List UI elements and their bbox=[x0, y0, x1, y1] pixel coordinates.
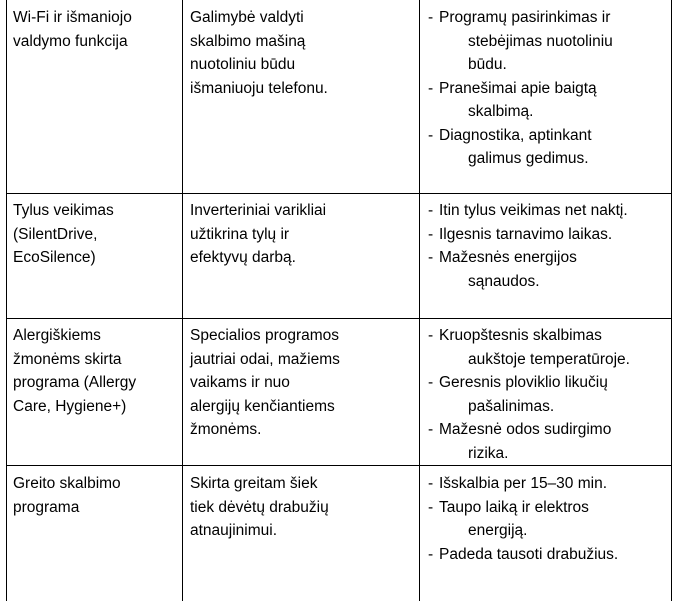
description-text: nuotoliniu būdu bbox=[190, 56, 296, 73]
description-text: alergijų kenčiantiems bbox=[190, 397, 335, 415]
bullet-dash: - bbox=[428, 421, 434, 438]
description-text: užtikrina tylų ir bbox=[190, 225, 290, 243]
description-cell bbox=[190, 6, 328, 100]
benefit-text: Mažesnės energijos bbox=[439, 249, 577, 266]
benefit-text: Išskalbia per 15–30 min. bbox=[439, 475, 608, 492]
description-text: atnaujinimui. bbox=[190, 522, 278, 539]
column-divider-2 bbox=[419, 0, 420, 601]
row-divider-3 bbox=[6, 465, 672, 466]
benefit-text: energiją. bbox=[468, 522, 528, 539]
feature-cell bbox=[13, 6, 132, 53]
bullet-dash: - bbox=[428, 79, 434, 97]
feature-text: Alergiškiems bbox=[13, 327, 101, 344]
benefit-text: rizika. bbox=[468, 444, 509, 462]
column-divider-1 bbox=[182, 0, 183, 601]
feature-text: valdymo funkcija bbox=[13, 32, 128, 50]
feature-text: (SilentDrive, bbox=[13, 225, 98, 243]
row-divider-2 bbox=[6, 318, 672, 319]
benefit-item bbox=[428, 124, 613, 171]
description-cell bbox=[190, 199, 326, 270]
benefit-text: Taupo laiką ir elektros bbox=[439, 498, 589, 516]
bullet-dash: - bbox=[428, 126, 434, 144]
row-divider-1 bbox=[6, 193, 672, 194]
description-text: jautriai odai, mažiems bbox=[190, 350, 340, 368]
description-text: Specialios programos bbox=[190, 327, 340, 344]
table-border-right bbox=[671, 0, 672, 601]
description-text: vaikams ir nuo bbox=[190, 374, 290, 391]
feature-text: žmonėms skirta bbox=[13, 350, 122, 368]
description-text: efektyvų darbą. bbox=[190, 249, 296, 266]
benefit-item bbox=[428, 199, 628, 223]
benefit-text: Pranešimai apie baigtą bbox=[439, 79, 597, 97]
benefit-text: Ilgesnis tarnavimo laikas. bbox=[439, 225, 613, 243]
benefits-cell bbox=[428, 6, 613, 171]
bullet-dash: - bbox=[428, 475, 434, 492]
description-text: skalbimo mašiną bbox=[190, 32, 306, 50]
benefit-item bbox=[428, 223, 628, 247]
benefit-text: sąnaudos. bbox=[468, 272, 540, 290]
feature-cell bbox=[13, 199, 114, 270]
bullet-dash: - bbox=[428, 327, 434, 344]
benefit-item bbox=[428, 371, 630, 418]
description-cell bbox=[190, 324, 340, 442]
benefit-text: stebėjimas nuotoliniu bbox=[468, 32, 613, 50]
feature-cell bbox=[13, 324, 136, 418]
benefit-text: Mažesnė odos sudirgimo bbox=[439, 421, 612, 438]
feature-text: Care, Hygiene+) bbox=[13, 397, 127, 415]
feature-cell bbox=[13, 472, 121, 519]
benefit-text: Programų pasirinkimas ir bbox=[439, 9, 611, 26]
table-border-left bbox=[6, 0, 7, 601]
description-text: Inverteriniai varikliai bbox=[190, 202, 327, 219]
bullet-dash: - bbox=[428, 374, 434, 391]
feature-text: Greito skalbimo bbox=[13, 475, 121, 492]
feature-text: programa bbox=[13, 498, 80, 516]
bullet-dash: - bbox=[428, 9, 434, 26]
benefit-item bbox=[428, 472, 618, 496]
benefit-text: galimus gedimus. bbox=[468, 150, 589, 167]
benefit-text: Kruopštesnis skalbimas bbox=[439, 327, 602, 344]
feature-text: EcoSilence) bbox=[13, 249, 96, 266]
benefit-text: būdu. bbox=[468, 56, 507, 73]
bullet-dash: - bbox=[428, 545, 434, 563]
benefit-item bbox=[428, 246, 628, 293]
description-cell bbox=[190, 472, 329, 543]
benefit-text: Diagnostika, aptinkant bbox=[439, 126, 592, 144]
description-text: žmonėms. bbox=[190, 421, 262, 438]
feature-text: programa (Allergy bbox=[13, 374, 137, 391]
bullet-dash: - bbox=[428, 202, 434, 219]
feature-text: Tylus veikimas bbox=[13, 202, 114, 219]
benefit-text: Geresnis ploviklio likučių bbox=[439, 374, 608, 391]
description-text: Skirta greitam šiek bbox=[190, 475, 318, 492]
bullet-dash: - bbox=[428, 225, 434, 243]
benefit-text: pašalinimas. bbox=[468, 397, 555, 415]
bullet-dash: - bbox=[428, 249, 434, 266]
bullet-dash: - bbox=[428, 498, 434, 516]
description-text: išmaniuoju telefonu. bbox=[190, 79, 328, 97]
benefit-text: aukštoje temperatūroje. bbox=[468, 350, 630, 368]
feature-text: Wi-Fi ir išmaniojo bbox=[13, 9, 132, 26]
benefit-item bbox=[428, 418, 630, 465]
benefit-item bbox=[428, 496, 618, 543]
benefits-cell bbox=[428, 199, 628, 293]
benefit-text: skalbimą. bbox=[468, 103, 534, 120]
benefit-item bbox=[428, 77, 613, 124]
benefit-text: Itin tylus veikimas net naktį. bbox=[439, 202, 628, 219]
benefit-item bbox=[428, 324, 630, 371]
description-text: Galimybė valdyti bbox=[190, 9, 304, 26]
benefit-text: Padeda tausoti drabužius. bbox=[439, 545, 619, 563]
benefit-item bbox=[428, 543, 618, 567]
benefit-item bbox=[428, 6, 613, 77]
benefits-cell bbox=[428, 324, 630, 465]
description-text: tiek dėvėtų drabužių bbox=[190, 498, 329, 516]
benefits-cell bbox=[428, 472, 618, 566]
